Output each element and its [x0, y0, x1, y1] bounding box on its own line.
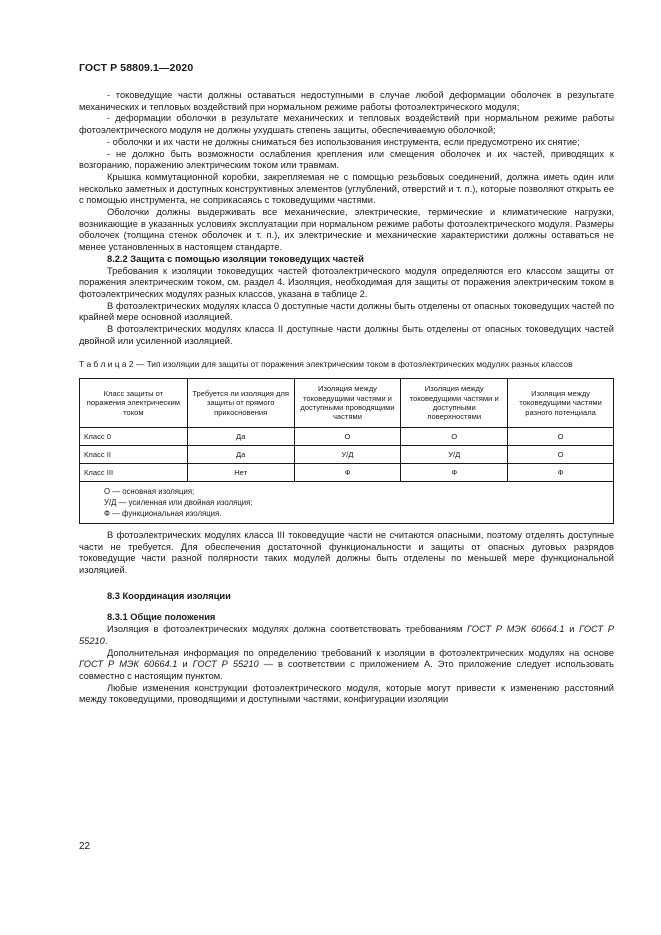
table-row	[80, 463, 614, 481]
standard-reference: ГОСТ Р МЭК 60664.1	[79, 659, 178, 670]
table-cell: Ф	[294, 463, 401, 481]
table-cell: О	[508, 427, 614, 445]
paragraph: Любые изменения конструкции фотоэлектрического модуля, которые могут привести к изменению расстояний между токоведущими, проводящими и доступными частями, конфигурации изоляции	[79, 682, 614, 705]
table-cell: Да	[187, 445, 294, 463]
table-caption: Т а б л и ц а 2 — Тип изоляции для защиты от поражения электрическим током в фотоэлектрических модулях разных классов	[79, 359, 573, 370]
table-header-row	[80, 378, 614, 427]
table-cell: Нет	[187, 463, 294, 481]
table-cell: У/Д	[294, 445, 401, 463]
paragraph: Крышка коммутационной коробки, закрепляемая не с помощью резьбовых соединений, должна иметь один или несколько заметных и доступных конструктивных элементов (углублений, отверстий и т. п.), которые позволяют открыть ее с помощью инструмента, не соприкасаясь с токоведущими частями.	[79, 171, 614, 206]
document-header: ГОСТ Р 58809.1—2020	[79, 62, 194, 74]
text-run: .	[104, 635, 108, 646]
table-header-cell: Изоляция между токоведущими частями и доступными поверхностями	[401, 378, 508, 427]
paragraph: - не должно быть возможности ослабления крепления или смещения оболочек и их частей, приводящих к возгоранию, поражению электрическим током или травмам.	[79, 148, 614, 171]
paragraph: В фотоэлектрических модулях класса II доступные части должны быть отделены от опасных токоведущих частей двойной или усиленной изоляцией.	[79, 324, 614, 346]
table-cell: Класс II	[80, 445, 188, 463]
table-cell: Класс 0	[80, 427, 188, 445]
paragraph	[79, 648, 614, 683]
section-heading-8-3-1: 8.3.1 Общие положения	[107, 612, 216, 623]
table-cell: Ф	[508, 463, 614, 481]
table-note: О — основная изоляция;	[104, 486, 195, 496]
standard-reference: ГОСТ Р МЭК 60664.1	[467, 624, 565, 635]
text-run: Дополнительная информация по определению требований к изоляции в фотоэлектрических модулях на основе	[107, 647, 614, 658]
table-header-cell: Требуется ли изоляция для защиты от прямого прикосновения	[187, 378, 294, 427]
text-run: и	[564, 624, 580, 635]
table-cell: Ф	[401, 463, 508, 481]
paragraph: - токоведущие части должны оставаться недоступными в случае любой деформации оболочек в результате механических и тепловых воздействий при нормальном режиме работы фотоэлектрического модуля;	[79, 90, 614, 112]
insulation-table	[79, 378, 614, 524]
paragraph: В фотоэлектрических модулях класса III токоведущие части не считаются опасными, поэтому отделять доступные части не требуется. Для обеспечения достаточной функциональности и защиты от опасных дуговых разрядов токоведущие части разной полярности таких модулей должны быть отделены по меньшей мере функциональной изоляцией.	[79, 529, 614, 576]
table-cell: Да	[187, 427, 294, 445]
paragraph: - оболочки и их части не должны сниматься без использования инструмента, если предусмотрено их снятие;	[107, 136, 580, 147]
table-header-cell: Изоляция между токоведущими частями и доступными проводящими частями	[294, 378, 401, 427]
table-cell: О	[401, 427, 508, 445]
paragraph: Оболочки должны выдерживать все механические, электрические, термические и климатические нагрузки, возникающие в указанных условиях эксплуатации при нормальном режиме работы фотоэлектрического модуля. Размеры оболочек (толщина стенок оболочек и т. п.), их электрические и механические характеристики должны оставаться не менее установленных в настоящем стандарте.	[79, 207, 614, 253]
table-header-cell: Класс защиты от поражения электрическим током	[80, 378, 188, 427]
text-run: и	[177, 659, 193, 670]
text-run: Изоляция в фотоэлектрических модулях должна соответствовать требованиям	[107, 624, 468, 635]
paragraph: - деформации оболочки в результате механических и тепловых воздействий при нормальном режиме работы фотоэлектрического модуля не должны ухудшать степень защиты, обеспечиваемую оболочкой;	[79, 113, 614, 136]
paragraph	[79, 624, 614, 647]
table-cell: О	[294, 427, 401, 445]
paragraph: В фотоэлектрических модулях класса 0 доступные части должны быть отделены от опасных токоведущих частей по крайней мере основной изоляцией.	[79, 300, 614, 323]
table-header-cell: Изоляция между токоведущими частями разного потенциала	[508, 378, 614, 427]
table-cell: У/Д	[401, 445, 508, 463]
table-notes-row	[80, 481, 614, 523]
section-heading-8-2-2: 8.2.2 Защита с помощью изоляции токоведущих частей	[107, 253, 364, 264]
table-notes	[80, 481, 614, 523]
standard-reference: ГОСТ Р 55210	[192, 659, 259, 670]
section-heading-8-3: 8.3 Координация изоляции	[107, 590, 231, 601]
table-cell: О	[508, 445, 614, 463]
document-body	[79, 90, 614, 706]
page-number: 22	[79, 841, 91, 852]
table-note: У/Д — усиленная или двойная изоляция;	[104, 497, 253, 507]
table-note: Ф — функциональная изоляция.	[104, 508, 222, 518]
text-run: — в соответствии с приложением А. Это приложение следует использовать совместно с настоящим пунктом.	[79, 659, 615, 681]
table-row	[80, 445, 614, 463]
standard-reference: ГОСТ Р 55210	[79, 624, 615, 646]
table-row	[80, 427, 614, 445]
table-cell: Класс III	[80, 463, 188, 481]
paragraph: Требования к изоляции токоведущих частей фотоэлектрического модуля определяются его классом защиты от поражения электрическим током, см. раздел 4. Изоляция, необходимая для защиты от поражения электрическим током в фотоэлектрических модулях разных классов, указана в таблице 2.	[79, 265, 614, 299]
